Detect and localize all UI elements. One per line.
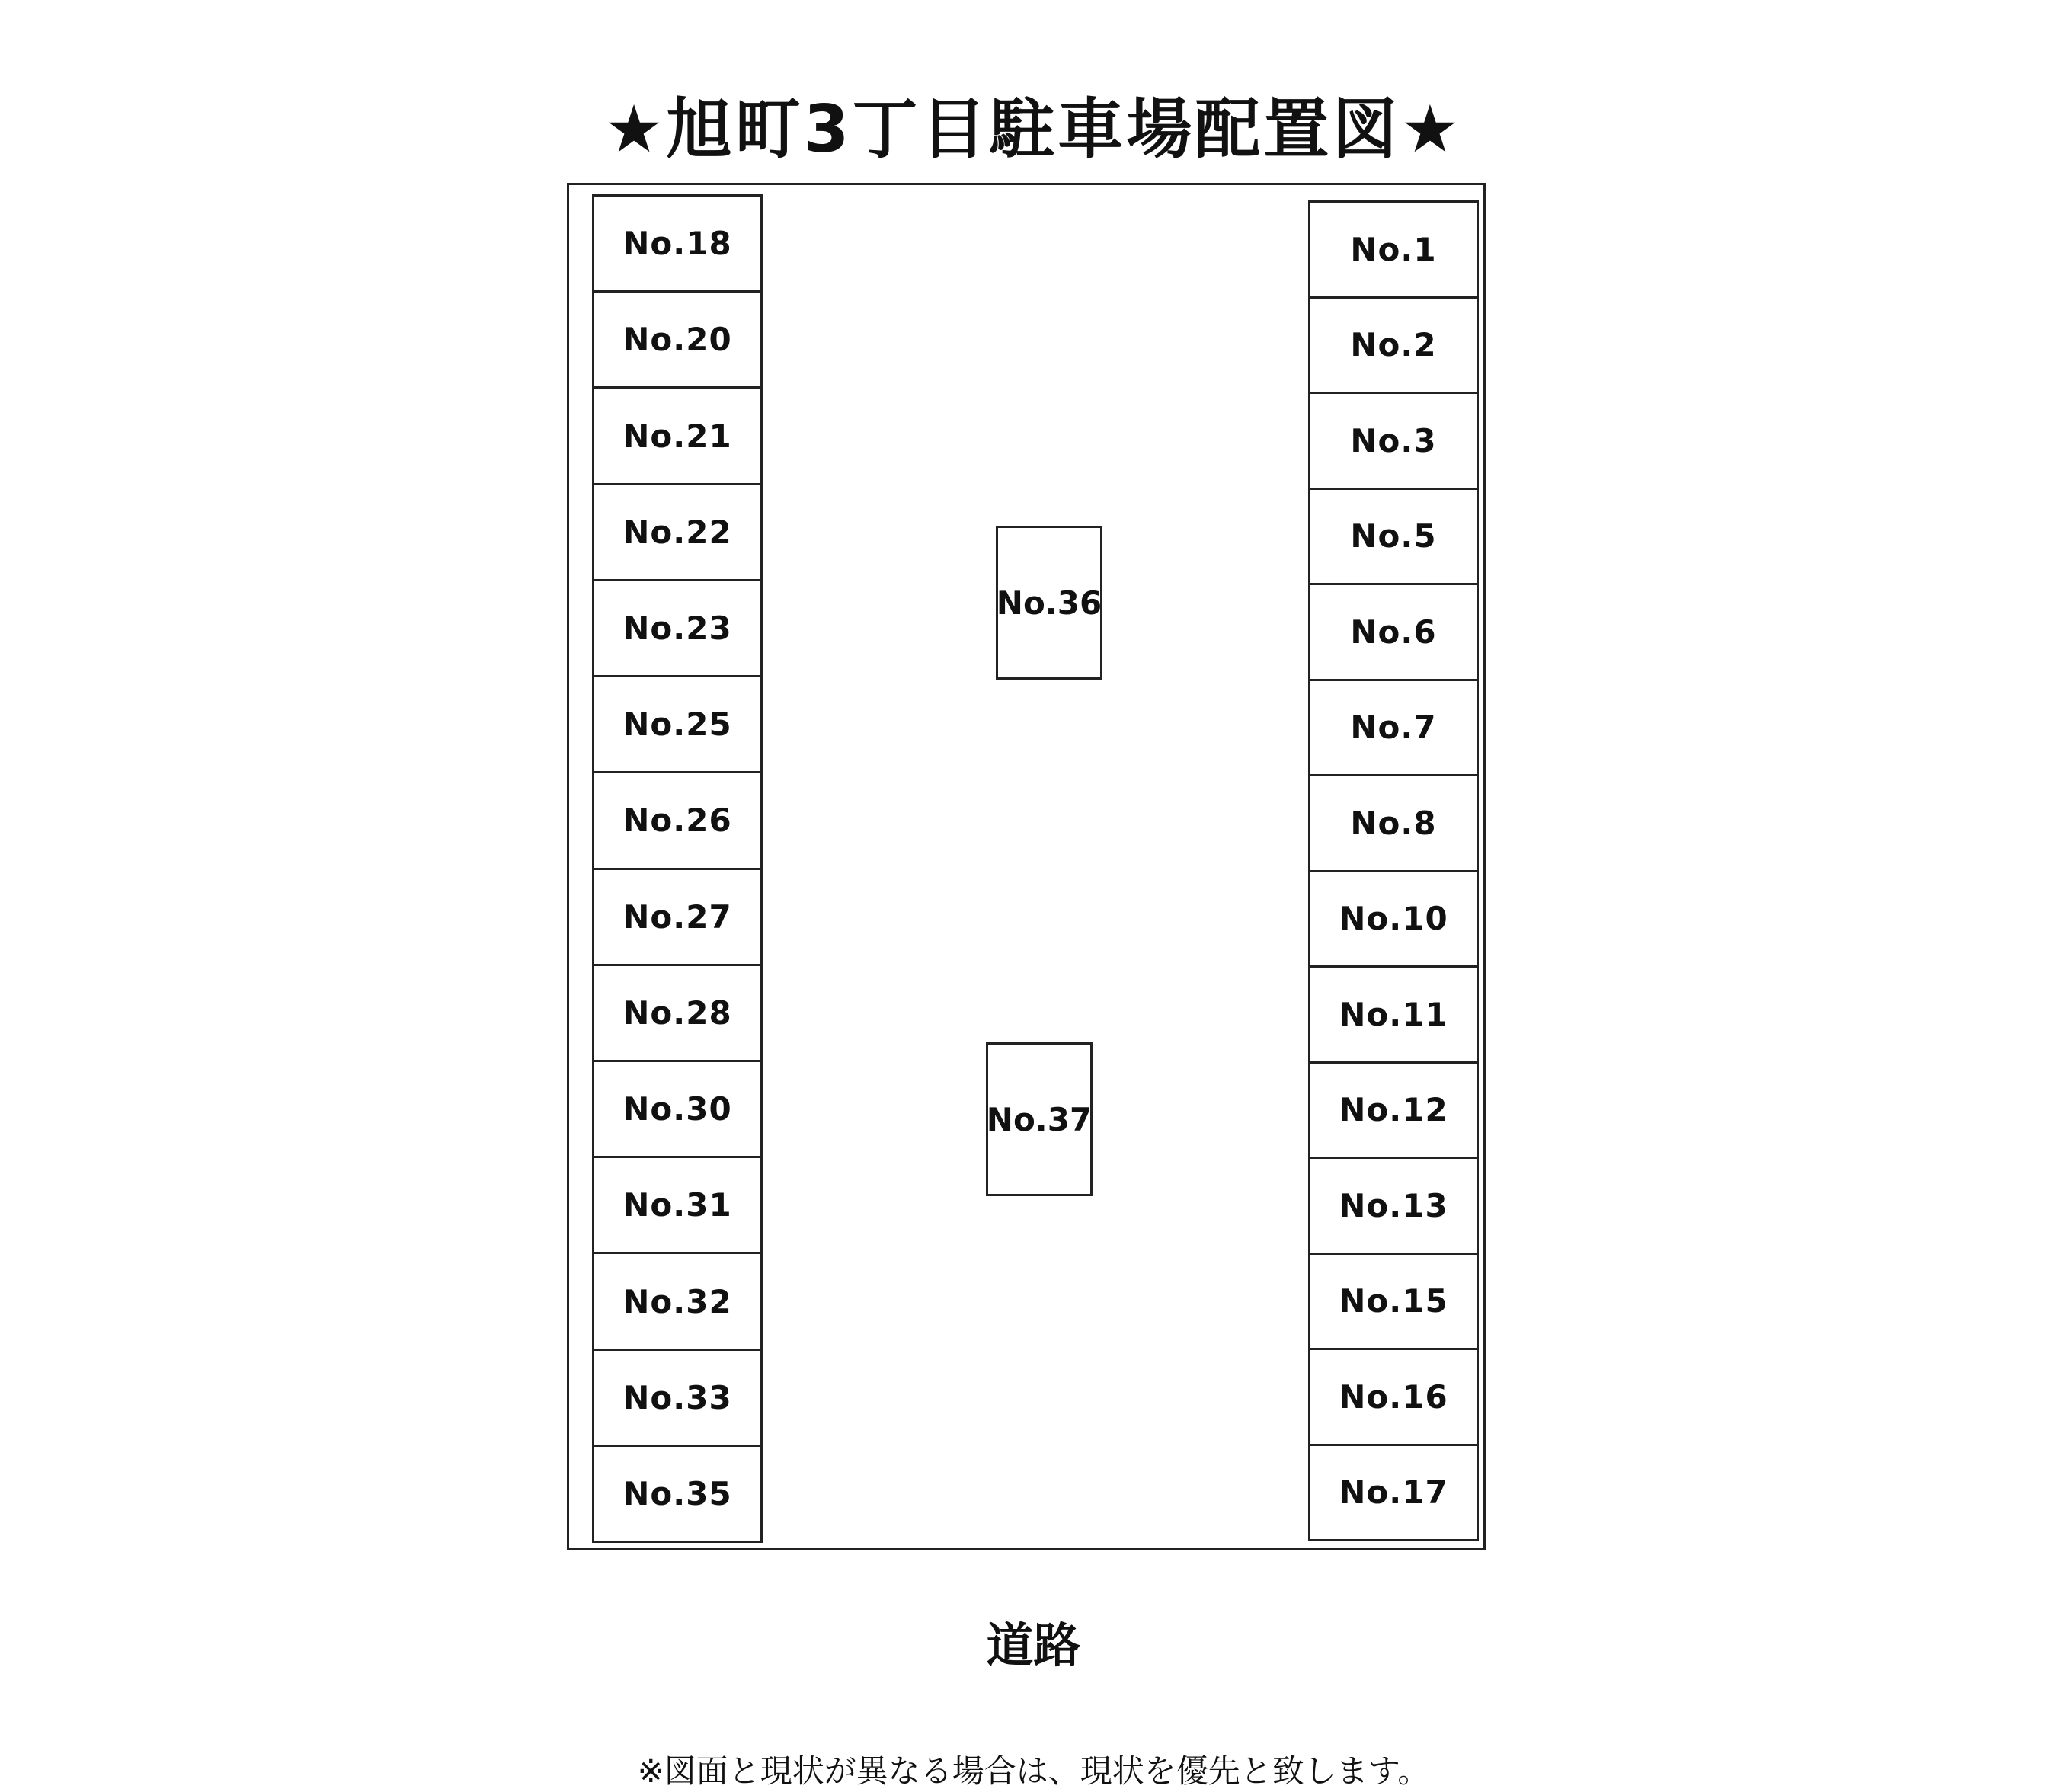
parking-space: No.27	[594, 870, 760, 966]
parking-space: No.21	[594, 389, 760, 485]
parking-space: No.6	[1310, 585, 1477, 681]
parking-space: No.10	[1310, 872, 1477, 968]
left-space-column	[592, 194, 763, 1543]
parking-space: No.35	[622, 1474, 732, 1512]
parking-space: No.32	[594, 1254, 760, 1350]
parking-space: No.7	[1310, 681, 1477, 777]
parking-space: No.5	[1310, 490, 1477, 586]
parking-space: No.18	[594, 197, 760, 293]
center-parking-space: No.36	[996, 526, 1102, 680]
parking-space: No.8	[1310, 776, 1477, 872]
parking-space: No.33	[594, 1351, 760, 1447]
parking-space: No.28	[594, 966, 760, 1062]
parking-space: No.15	[1310, 1255, 1477, 1351]
right-space-column	[1308, 200, 1479, 1541]
parking-space: No.13	[1310, 1159, 1477, 1255]
diagram-title: ★旭町3丁目駐車場配置図★	[604, 91, 1463, 168]
parking-lot	[567, 183, 1486, 1550]
parking-space: No.2	[1310, 299, 1477, 395]
parking-space: No.23	[594, 581, 760, 677]
center-parking-space: No.37	[986, 1042, 1093, 1196]
parking-space: No.30	[594, 1062, 760, 1158]
parking-space: No.11	[1310, 968, 1477, 1064]
parking-space: No.16	[1310, 1350, 1477, 1446]
parking-space: No.20	[594, 293, 760, 389]
parking-space: No.1	[1310, 203, 1477, 299]
parking-space: No.12	[1310, 1064, 1477, 1160]
parking-space: No.31	[594, 1158, 760, 1254]
disclaimer-note: ※図面と現状が異なる場合は、現状を優先と致します。	[637, 1752, 1430, 1790]
road-label: 道路	[986, 1618, 1081, 1673]
parking-space: No.17	[1339, 1474, 1448, 1512]
parking-space: No.3	[1310, 394, 1477, 490]
parking-space: No.26	[594, 773, 760, 869]
parking-space: No.22	[594, 485, 760, 581]
parking-space: No.25	[594, 677, 760, 773]
